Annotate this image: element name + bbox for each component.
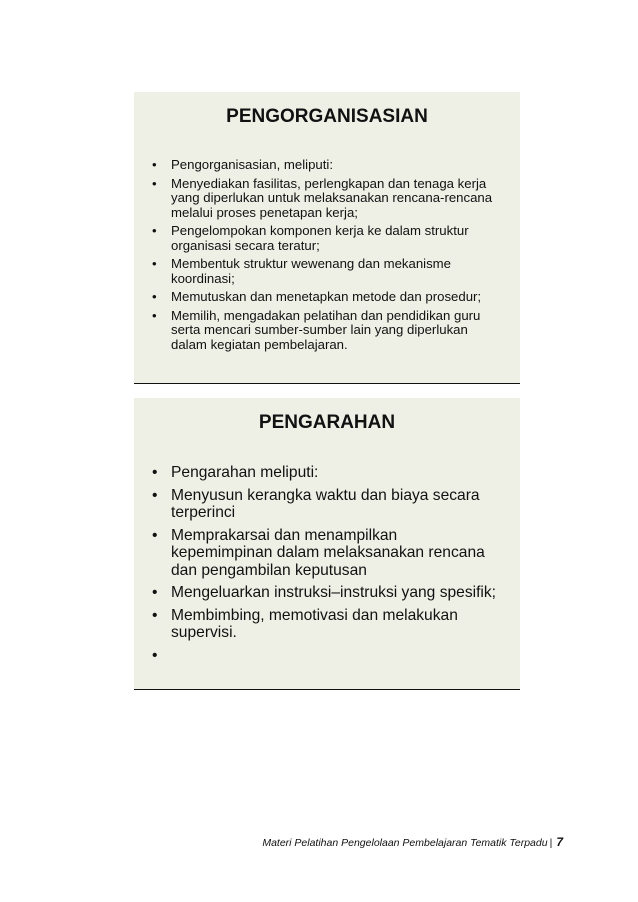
bullet-item: • Membentuk struktur wewenang dan mekanisme koordinasi; (152, 257, 500, 286)
bullet-item: • Menyediakan fasilitas, perlengkapan dan tenaga kerja yang diperlukan untuk melaksanakan rencana-rencana melalui proses penetapan kerja; (152, 177, 500, 221)
slide-title: PENGARAHAN (258, 412, 396, 433)
bullet-list (134, 464, 520, 642)
footer-separator: | (549, 837, 553, 849)
bullet-item: • Memilih, mengadakan pelatihan dan pendidikan guru serta mencari sumber-sumber lain yang diperlukan dalam kegiatan pembelajaran. (152, 309, 500, 353)
page-footer (200, 835, 563, 849)
page-number: 7 (556, 835, 563, 849)
bullet-item: • Menyusun kerangka waktu dan biaya secara terperinci (152, 487, 500, 522)
slide-pengarahan (134, 398, 520, 690)
bullet-item: • Memprakarsai dan menampilkan kepemimpinan dalam melaksanakan rencana dan pengambilan keputusan (152, 527, 500, 580)
bullet-item: • Mengeluarkan instruksi–instruksi yang spesifik; (152, 584, 500, 602)
bullet-item: • Membimbing, memotivasi dan melakukan supervisi. (152, 607, 500, 642)
slide-title: PENGORGANISASIAN (226, 106, 428, 127)
bullet-list (134, 158, 520, 352)
bullet-item: • Pengelompokan komponen kerja ke dalam struktur organisasi secara teratur; (152, 224, 500, 253)
footer-text: Materi Pelatihan Pengelolaan Pembelajaran Tematik Terpadu (262, 837, 548, 849)
slide-pengorganisasian (134, 92, 520, 384)
bullet-item: • Pengarahan meliputi: (152, 464, 500, 482)
bullet-item: • Pengorganisasian, meliputi: (152, 158, 500, 173)
bullet-item: • Memutuskan dan menetapkan metode dan prosedur; (152, 290, 500, 305)
